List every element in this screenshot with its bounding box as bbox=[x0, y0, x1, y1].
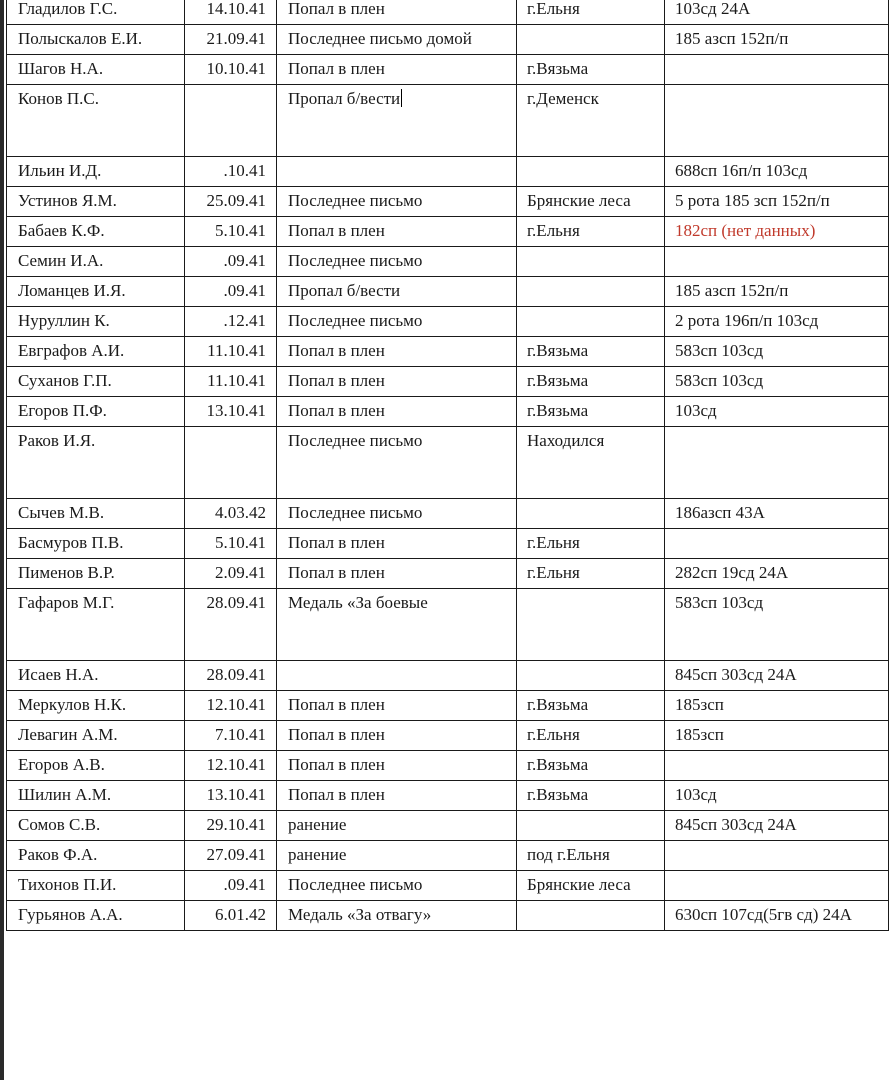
cell-date-text: 5.10.41 bbox=[215, 221, 266, 240]
cell-place bbox=[517, 217, 665, 247]
cell-name-text: Устинов Я.М. bbox=[18, 191, 117, 210]
table-row bbox=[7, 781, 889, 811]
cell-status-text: Попал в плен bbox=[288, 755, 385, 774]
cell-date-text: 25.09.41 bbox=[206, 191, 266, 210]
cell-name-text: Егоров А.В. bbox=[18, 755, 105, 774]
cell-unit bbox=[665, 811, 889, 841]
cell-name-text: Суханов Г.П. bbox=[18, 371, 112, 390]
cell-name-text: Пименов В.Р. bbox=[18, 563, 115, 582]
cell-place bbox=[517, 721, 665, 751]
cell-unit-text: 282сп 19сд 24А bbox=[675, 563, 789, 582]
cell-date bbox=[185, 589, 277, 661]
cell-date-text: 12.10.41 bbox=[206, 755, 266, 774]
cell-place bbox=[517, 367, 665, 397]
cell-place bbox=[517, 661, 665, 691]
cell-place bbox=[517, 691, 665, 721]
cell-unit bbox=[665, 499, 889, 529]
cell-date-text: 6.01.42 bbox=[215, 905, 266, 924]
cell-name-text: Сычев М.В. bbox=[18, 503, 105, 522]
cell-date bbox=[185, 841, 277, 871]
cell-date-text: 5.10.41 bbox=[215, 533, 266, 552]
cell-date bbox=[185, 307, 277, 337]
cell-date-text: 2.09.41 bbox=[215, 563, 266, 582]
cell-status bbox=[277, 157, 517, 187]
cell-status-text: ранение bbox=[288, 845, 347, 864]
cell-unit-text: 2 рота 196п/п 103сд bbox=[675, 311, 819, 330]
table-row bbox=[7, 247, 889, 277]
cell-unit bbox=[665, 691, 889, 721]
cell-date bbox=[185, 0, 277, 25]
cell-date bbox=[185, 337, 277, 367]
cell-date-text: 21.09.41 bbox=[206, 29, 266, 48]
table-row bbox=[7, 277, 889, 307]
cell-name bbox=[7, 781, 185, 811]
cell-status-text: Попал в плен bbox=[288, 341, 385, 360]
cell-status-text: Последнее письмо bbox=[288, 311, 423, 330]
cell-date bbox=[185, 187, 277, 217]
cell-place-text: г.Ельня bbox=[527, 533, 580, 552]
cell-status-text: Последнее письмо bbox=[288, 875, 423, 894]
cell-name bbox=[7, 337, 185, 367]
cell-place-text: г.Вязьма bbox=[527, 755, 589, 774]
cell-status-text: Последнее письмо bbox=[288, 431, 423, 450]
cell-date-text: .09.41 bbox=[223, 251, 266, 270]
cell-date-text: 27.09.41 bbox=[206, 845, 266, 864]
cell-unit bbox=[665, 721, 889, 751]
table-row bbox=[7, 841, 889, 871]
cell-place-text: г.Вязьма bbox=[527, 341, 589, 360]
cell-name bbox=[7, 397, 185, 427]
cell-name bbox=[7, 247, 185, 277]
cell-unit bbox=[665, 55, 889, 85]
cell-name-text: Шагов Н.А. bbox=[18, 59, 104, 78]
cell-status bbox=[277, 751, 517, 781]
cell-place bbox=[517, 751, 665, 781]
cell-name bbox=[7, 751, 185, 781]
cell-date-text: .09.41 bbox=[223, 281, 266, 300]
cell-date bbox=[185, 811, 277, 841]
cell-place bbox=[517, 337, 665, 367]
cell-date-text: 12.10.41 bbox=[206, 695, 266, 714]
cell-status bbox=[277, 691, 517, 721]
cell-place bbox=[517, 157, 665, 187]
cell-date bbox=[185, 247, 277, 277]
cell-status-text: Попал в плен bbox=[288, 533, 385, 552]
cell-unit-text: 103сд bbox=[675, 401, 717, 420]
cell-date bbox=[185, 871, 277, 901]
cell-name bbox=[7, 499, 185, 529]
cell-date-text: 13.10.41 bbox=[206, 785, 266, 804]
cell-unit-text: 103сд bbox=[675, 785, 717, 804]
table-row bbox=[7, 217, 889, 247]
cell-status bbox=[277, 397, 517, 427]
cell-date-text: 13.10.41 bbox=[206, 401, 266, 420]
cell-name bbox=[7, 427, 185, 499]
cell-place bbox=[517, 499, 665, 529]
table-row bbox=[7, 427, 889, 499]
cell-status bbox=[277, 559, 517, 589]
cell-status bbox=[277, 871, 517, 901]
cell-place bbox=[517, 781, 665, 811]
cell-name-text: Полыскалов Е.И. bbox=[18, 29, 143, 48]
cell-place bbox=[517, 529, 665, 559]
cell-name bbox=[7, 307, 185, 337]
cell-name bbox=[7, 25, 185, 55]
cell-unit-text: 185зсп bbox=[675, 695, 724, 714]
cell-status bbox=[277, 307, 517, 337]
cell-name bbox=[7, 0, 185, 25]
cell-status-text: ранение bbox=[288, 815, 347, 834]
table-row bbox=[7, 367, 889, 397]
cell-unit bbox=[665, 337, 889, 367]
cell-status-text: Последнее письмо домой bbox=[288, 29, 472, 48]
table-row bbox=[7, 589, 889, 661]
cell-status-text: Попал в плен bbox=[288, 695, 385, 714]
cell-unit bbox=[665, 781, 889, 811]
table-row bbox=[7, 871, 889, 901]
cell-status bbox=[277, 217, 517, 247]
cell-place bbox=[517, 187, 665, 217]
cell-unit bbox=[665, 559, 889, 589]
cell-unit bbox=[665, 157, 889, 187]
cell-status-text: Последнее письмо bbox=[288, 251, 423, 270]
cell-name bbox=[7, 157, 185, 187]
cell-place-text: г.Ельня bbox=[527, 725, 580, 744]
cell-name-text: Тихонов П.И. bbox=[18, 875, 117, 894]
cell-status bbox=[277, 841, 517, 871]
table-row bbox=[7, 901, 889, 931]
cell-status-text: Попал в плен bbox=[288, 563, 385, 582]
cell-name bbox=[7, 85, 185, 157]
cell-date bbox=[185, 427, 277, 499]
cell-unit bbox=[665, 661, 889, 691]
cell-place-text: г.Вязьма bbox=[527, 59, 589, 78]
table-row bbox=[7, 397, 889, 427]
left-page-edge bbox=[0, 0, 4, 1080]
cell-name bbox=[7, 55, 185, 85]
cell-name-text: Бабаев К.Ф. bbox=[18, 221, 105, 240]
cell-name-text: Гафаров М.Г. bbox=[18, 593, 115, 612]
cell-place-text: г.Ельня bbox=[527, 221, 580, 240]
cell-name bbox=[7, 871, 185, 901]
cell-place bbox=[517, 901, 665, 931]
cell-place bbox=[517, 277, 665, 307]
cell-unit-text: 185зсп bbox=[675, 725, 724, 744]
cell-status bbox=[277, 367, 517, 397]
cell-name-text: Ильин И.Д. bbox=[18, 161, 102, 180]
cell-name-text: Сомов С.В. bbox=[18, 815, 101, 834]
cell-name-text: Левагин А.М. bbox=[18, 725, 118, 744]
cell-date bbox=[185, 691, 277, 721]
cell-status-text: Попал в плен bbox=[288, 725, 385, 744]
cell-unit bbox=[665, 367, 889, 397]
cell-place bbox=[517, 25, 665, 55]
cell-status bbox=[277, 0, 517, 25]
table-row bbox=[7, 691, 889, 721]
cell-unit-text: 583сп 103сд bbox=[675, 371, 764, 390]
cell-name bbox=[7, 691, 185, 721]
cell-date-text: 28.09.41 bbox=[206, 593, 266, 612]
cell-name bbox=[7, 529, 185, 559]
cell-date-text: 11.10.41 bbox=[207, 371, 266, 390]
cell-date bbox=[185, 397, 277, 427]
cell-status bbox=[277, 25, 517, 55]
cell-status-text: Пропал б/вести bbox=[288, 281, 401, 300]
cell-name-text: Раков И.Я. bbox=[18, 431, 96, 450]
cell-status-text: Попал в плен bbox=[288, 59, 385, 78]
cell-status bbox=[277, 427, 517, 499]
cell-date bbox=[185, 499, 277, 529]
cell-unit-text: 630сп 107сд(5гв сд) 24А bbox=[675, 905, 852, 924]
cell-name-text: Басмуров П.В. bbox=[18, 533, 124, 552]
cell-name-text: Меркулов Н.К. bbox=[18, 695, 127, 714]
cell-status-text: Пропал б/вести bbox=[288, 89, 401, 108]
table-row bbox=[7, 661, 889, 691]
cell-status bbox=[277, 277, 517, 307]
table-row bbox=[7, 337, 889, 367]
table-row bbox=[7, 559, 889, 589]
cell-unit bbox=[665, 427, 889, 499]
cell-status bbox=[277, 85, 517, 157]
cell-status bbox=[277, 781, 517, 811]
cell-unit bbox=[665, 277, 889, 307]
cell-date bbox=[185, 751, 277, 781]
cell-status bbox=[277, 337, 517, 367]
cell-status-text: Попал в плен bbox=[288, 371, 385, 390]
cell-unit bbox=[665, 871, 889, 901]
cell-unit bbox=[665, 901, 889, 931]
cell-status-text: Медаль «За отвагу» bbox=[288, 905, 432, 924]
text-cursor-icon bbox=[401, 89, 402, 107]
cell-status bbox=[277, 187, 517, 217]
cell-name bbox=[7, 589, 185, 661]
cell-place bbox=[517, 0, 665, 25]
cell-name-text: Семин И.А. bbox=[18, 251, 104, 270]
cell-date-text: .10.41 bbox=[223, 161, 266, 180]
cell-status-text: Попал в плен bbox=[288, 0, 385, 18]
cell-name-text: Егоров П.Ф. bbox=[18, 401, 107, 420]
cell-status bbox=[277, 247, 517, 277]
cell-date bbox=[185, 85, 277, 157]
table-row bbox=[7, 529, 889, 559]
cell-place-text: г.Ельня bbox=[527, 0, 580, 18]
cell-status bbox=[277, 721, 517, 751]
cell-name-text: Гладилов Г.С. bbox=[18, 0, 118, 18]
table-row bbox=[7, 811, 889, 841]
cell-unit bbox=[665, 397, 889, 427]
cell-date-text: 29.10.41 bbox=[206, 815, 266, 834]
cell-unit-text: 583сп 103сд bbox=[675, 593, 764, 612]
cell-date-text: 7.10.41 bbox=[215, 725, 266, 744]
cell-unit-text: 845сп 303сд 24А bbox=[675, 815, 797, 834]
cell-unit-text: 182сп (нет данных) bbox=[675, 221, 816, 240]
cell-status bbox=[277, 661, 517, 691]
cell-unit bbox=[665, 751, 889, 781]
cell-date bbox=[185, 55, 277, 85]
cell-name-text: Исаев Н.А. bbox=[18, 665, 99, 684]
cell-unit-text: 688сп 16п/п 103сд bbox=[675, 161, 808, 180]
cell-place-text: г.Ельня bbox=[527, 563, 580, 582]
cell-date bbox=[185, 25, 277, 55]
cell-place-text: г.Вязьма bbox=[527, 371, 589, 390]
cell-name bbox=[7, 811, 185, 841]
cell-unit bbox=[665, 85, 889, 157]
cell-place bbox=[517, 841, 665, 871]
table-row bbox=[7, 25, 889, 55]
cell-status bbox=[277, 499, 517, 529]
cell-name bbox=[7, 721, 185, 751]
cell-name bbox=[7, 187, 185, 217]
cell-unit-text: 5 рота 185 зсп 152п/п bbox=[675, 191, 830, 210]
cell-date bbox=[185, 721, 277, 751]
table-row bbox=[7, 0, 889, 25]
cell-place bbox=[517, 307, 665, 337]
cell-place-text: Брянские леса bbox=[527, 875, 631, 894]
cell-place-text: г.Вязьма bbox=[527, 401, 589, 420]
cell-unit bbox=[665, 529, 889, 559]
cell-date-text: 4.03.42 bbox=[215, 503, 266, 522]
cell-place bbox=[517, 871, 665, 901]
cell-date bbox=[185, 217, 277, 247]
cell-unit bbox=[665, 187, 889, 217]
cell-date-text: .09.41 bbox=[223, 875, 266, 894]
cell-unit bbox=[665, 307, 889, 337]
cell-name-text: Конов П.С. bbox=[18, 89, 99, 108]
cell-place-text: г.Вязьма bbox=[527, 695, 589, 714]
cell-status bbox=[277, 55, 517, 85]
cell-place bbox=[517, 55, 665, 85]
table-row bbox=[7, 307, 889, 337]
cell-date bbox=[185, 157, 277, 187]
cell-place bbox=[517, 427, 665, 499]
cell-unit bbox=[665, 217, 889, 247]
cell-place-text: под г.Ельня bbox=[527, 845, 610, 864]
cell-name bbox=[7, 559, 185, 589]
cell-name-text: Раков Ф.А. bbox=[18, 845, 98, 864]
cell-unit bbox=[665, 247, 889, 277]
cell-date bbox=[185, 559, 277, 589]
cell-name-text: Нуруллин К. bbox=[18, 311, 110, 330]
cell-date-text: 14.10.41 bbox=[206, 0, 266, 18]
cell-name-text: Гурьянов А.А. bbox=[18, 905, 123, 924]
cell-name bbox=[7, 277, 185, 307]
cell-place bbox=[517, 85, 665, 157]
table-row bbox=[7, 187, 889, 217]
cell-place-text: г.Вязьма bbox=[527, 785, 589, 804]
cell-date bbox=[185, 901, 277, 931]
cell-place-text: Находился bbox=[527, 431, 605, 450]
table-row bbox=[7, 721, 889, 751]
cell-place bbox=[517, 247, 665, 277]
cell-status-text: Попал в плен bbox=[288, 221, 385, 240]
cell-date bbox=[185, 661, 277, 691]
cell-status bbox=[277, 529, 517, 559]
cell-name bbox=[7, 367, 185, 397]
table-row bbox=[7, 85, 889, 157]
cell-date bbox=[185, 529, 277, 559]
cell-date-text: 10.10.41 bbox=[206, 59, 266, 78]
cell-name bbox=[7, 841, 185, 871]
cell-status bbox=[277, 811, 517, 841]
table-row bbox=[7, 157, 889, 187]
cell-date-text: .12.41 bbox=[223, 311, 266, 330]
cell-name-text: Ломанцев И.Я. bbox=[18, 281, 126, 300]
cell-status-text: Попал в плен bbox=[288, 785, 385, 804]
cell-name bbox=[7, 217, 185, 247]
cell-status bbox=[277, 589, 517, 661]
cell-unit bbox=[665, 0, 889, 25]
cell-unit-text: 845сп 303сд 24А bbox=[675, 665, 797, 684]
cell-date bbox=[185, 367, 277, 397]
cell-date bbox=[185, 781, 277, 811]
cell-date-text: 28.09.41 bbox=[206, 665, 266, 684]
cell-unit bbox=[665, 25, 889, 55]
cell-status-text: Попал в плен bbox=[288, 401, 385, 420]
cell-name-text: Шилин А.М. bbox=[18, 785, 112, 804]
cell-date-text: 11.10.41 bbox=[207, 341, 266, 360]
cell-name bbox=[7, 661, 185, 691]
cell-unit-text: 185 азсп 152п/п bbox=[675, 281, 789, 300]
cell-name-text: Евграфов А.И. bbox=[18, 341, 125, 360]
cell-unit bbox=[665, 841, 889, 871]
cell-place bbox=[517, 559, 665, 589]
table-row bbox=[7, 751, 889, 781]
table-row bbox=[7, 55, 889, 85]
soldiers-records-table bbox=[6, 0, 889, 931]
cell-place bbox=[517, 811, 665, 841]
cell-status-text: Медаль «За боевые bbox=[288, 593, 428, 612]
cell-unit bbox=[665, 589, 889, 661]
cell-unit-text: 583сп 103сд bbox=[675, 341, 764, 360]
cell-status bbox=[277, 901, 517, 931]
cell-place bbox=[517, 589, 665, 661]
cell-place bbox=[517, 397, 665, 427]
cell-status-text: Последнее письмо bbox=[288, 191, 423, 210]
cell-unit-text: 186азсп 43А bbox=[675, 503, 765, 522]
cell-date bbox=[185, 277, 277, 307]
cell-status-text: Последнее письмо bbox=[288, 503, 423, 522]
cell-name bbox=[7, 901, 185, 931]
records-table-body bbox=[7, 0, 889, 931]
cell-unit-text: 185 азсп 152п/п bbox=[675, 29, 789, 48]
table-row bbox=[7, 499, 889, 529]
cell-unit-text: 103сд 24А bbox=[675, 0, 751, 18]
cell-place-text: г.Деменск bbox=[527, 89, 599, 108]
cell-place-text: Брянские леса bbox=[527, 191, 631, 210]
